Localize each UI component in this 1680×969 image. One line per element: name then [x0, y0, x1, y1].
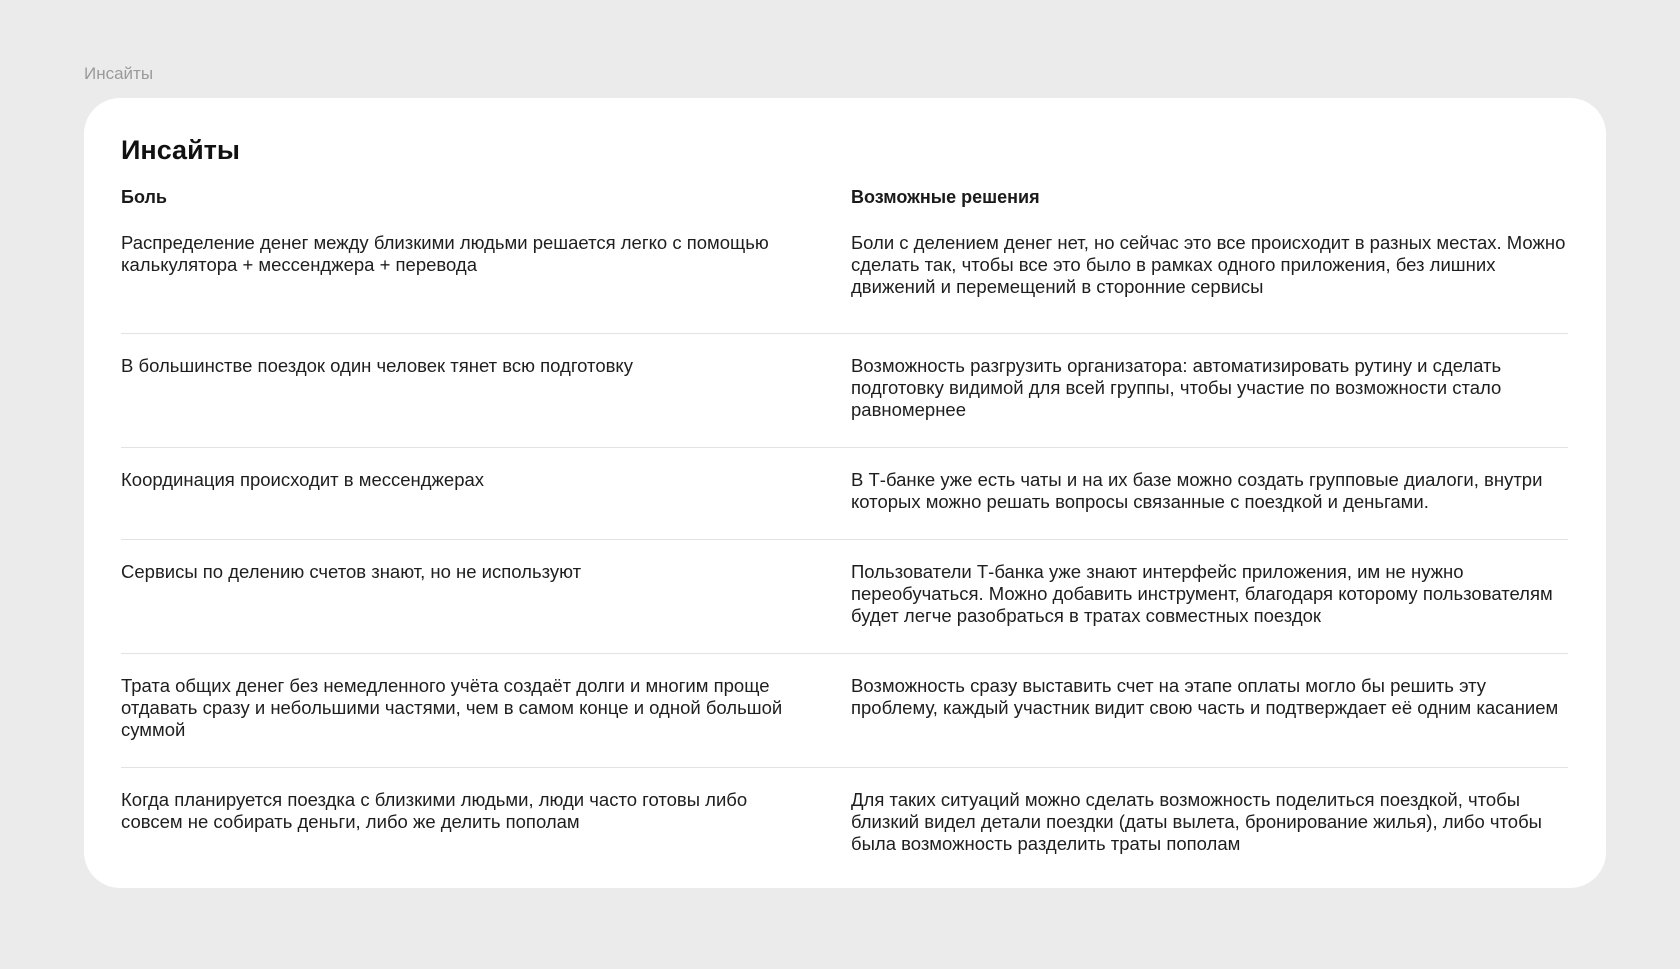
card-title: Инсайты [121, 135, 240, 165]
table-row [121, 230, 1568, 334]
pain-cell: Распределение денег между близкими людьми решается легко с помощью калькулятора + мессенджера + перевода [121, 232, 769, 275]
solution-cell: В Т-банке уже есть чаты и на их базе можно создать групповые диалоги, внутри которых можно решать вопросы связанные с поездкой и деньгами. [851, 469, 1543, 512]
table-header [121, 186, 1568, 230]
pain-cell: В большинстве поездок один человек тянет всю подготовку [121, 355, 633, 376]
table-row [121, 654, 1568, 768]
table-row [121, 448, 1568, 540]
insights-table [121, 186, 1568, 868]
frame-label: Инсайты [84, 64, 154, 83]
pain-cell: Сервисы по делению счетов знают, но не используют [121, 561, 582, 582]
insights-card [84, 98, 1606, 888]
solution-cell: Пользователи Т-банка уже знают интерфейс приложения, им не нужно переобучаться. Можно добавить инструмент, благодаря которому пользователям будет легче разобраться в тратах совместных поездок [851, 561, 1553, 626]
table-row [121, 768, 1568, 868]
table-row [121, 334, 1568, 448]
column-header-pain: Боль [121, 187, 167, 207]
solution-cell: Возможность разгрузить организатора: автоматизировать рутину и сделать подготовку видимой для всей группы, чтобы участие по возможности стало равномернее [851, 355, 1502, 420]
solution-cell: Возможность сразу выставить счет на этапе оплаты могло бы решить эту проблему, каждый участник видит свою часть и подтверждает её одним касанием [851, 675, 1559, 718]
solution-cell: Для таких ситуаций можно сделать возможность поделиться поездкой, чтобы близкий видел детали поездки (даты вылета, бронирование жилья), либо чтобы была возможность разделить траты пополам [851, 789, 1542, 854]
solution-cell: Боли с делением денег нет, но сейчас это все происходит в разных местах. Можно сделать так, чтобы все это было в рамках одного приложения, без лишних движений и перемещений в сторонние сервисы [851, 232, 1566, 297]
pain-cell: Трата общих денег без немедленного учёта создаёт долги и многим проще отдавать сразу и небольшими частями, чем в самом конце и одной большой суммой [121, 675, 783, 740]
pain-cell: Когда планируется поездка с близкими людьми, люди часто готовы либо совсем не собирать деньги, либо же делить пополам [121, 789, 748, 832]
table-row [121, 540, 1568, 654]
column-header-solution: Возможные решения [851, 187, 1040, 207]
pain-cell: Координация происходит в мессенджерах [121, 469, 485, 490]
